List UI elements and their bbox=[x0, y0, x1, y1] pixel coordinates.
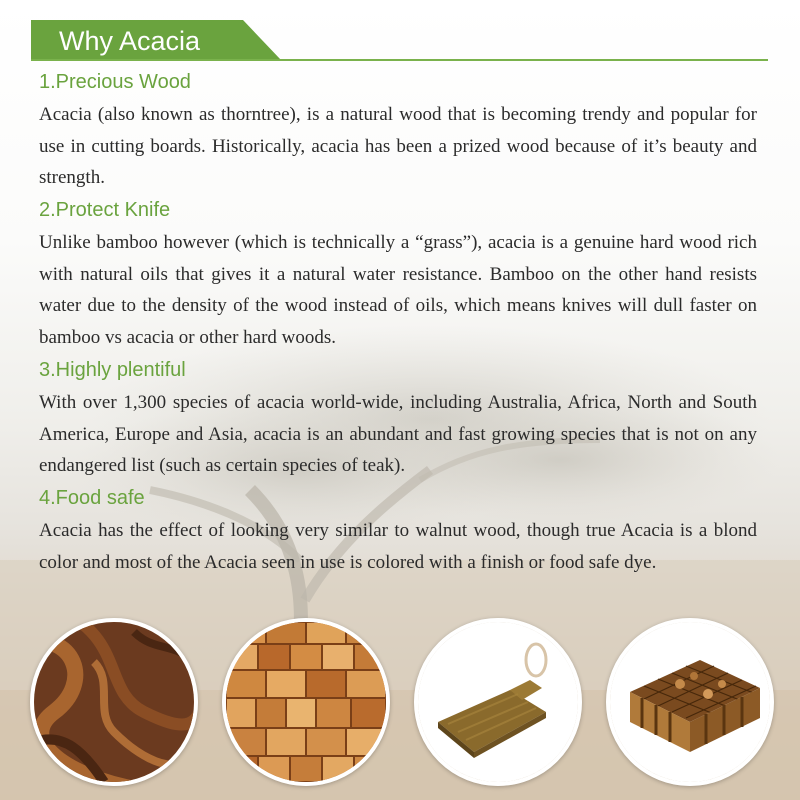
heading-protect-knife: 2.Protect Knife bbox=[39, 199, 171, 221]
banner-title: Why Acacia bbox=[59, 26, 201, 56]
banner-divider bbox=[31, 59, 768, 61]
section-banner bbox=[31, 20, 800, 60]
end-grain-butcher-block-icon bbox=[606, 618, 774, 786]
stacked-lumber-icon bbox=[222, 618, 390, 786]
heading-food-safe: 4.Food safe bbox=[39, 487, 145, 509]
wood-grain-closeup-icon bbox=[30, 618, 198, 786]
paragraph-food-safe: Acacia has the effect of looking very similar to walnut wood, though true Acacia is a blond color and most of the Acacia seen in use is colored with a finish or food safe dye. bbox=[39, 520, 757, 573]
paddle-cutting-board-icon bbox=[414, 618, 582, 786]
paragraph-precious-wood: Acacia (also known as thorntree), is a natural wood that is becoming trendy and popular for use in cutting boards. Historically, acacia has been a prized wood because of it’s beauty and strength. bbox=[39, 104, 757, 188]
heading-precious-wood: 1.Precious Wood bbox=[39, 71, 191, 93]
product-photo-row bbox=[0, 610, 800, 800]
paragraph-protect-knife: Unlike bamboo however (which is technically a “grass”), acacia is a genuine hard wood rich with natural oils that gives it a natural water resistance. Bamboo on the other hand resists water due to the density of the wood instead of oils, which means knives will dull faster on bamboo vs acacia or other hard woods. bbox=[39, 232, 757, 348]
paragraph-highly-plentiful: With over 1,300 species of acacia world-wide, including Australia, Africa, North and South America, Europe and Asia, acacia is an abundant and fast growing species that is not on any endangered list (such as certain species of teak). bbox=[39, 392, 757, 476]
heading-highly-plentiful: 3.Highly plentiful bbox=[39, 359, 186, 381]
